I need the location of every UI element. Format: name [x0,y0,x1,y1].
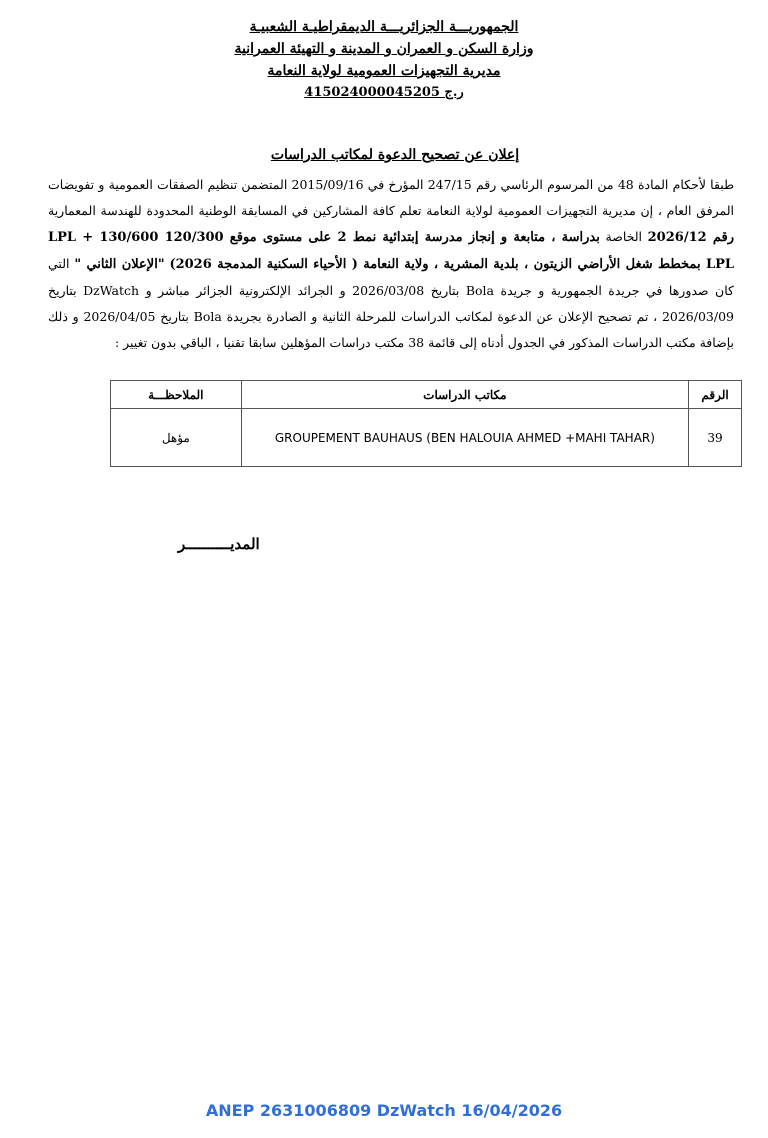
republic-line: الجمهوريـــة الجزائريـــة الديمقراطيـة الشعبيـة [249,19,519,35]
registration-label: ر.ج [444,85,464,100]
row-number: 39 [689,409,742,467]
body-part-3: التي كان صدورها في جريدة الجمهورية و جريدة Bola بتاريخ 2026/03/08 و الجرائد الإلكترونية الجزائر مباشر و DzWatch بتاريخ 2026/03/09 ، تم تصحيح الإعلان عن الدعوة لمكاتب الدراسات للمرحلة الثانية و الصادرة بجريدة Bola بتاريخ 2026/04/05 و ذلك بإضافة مكتب الدراسات المذكور في الجدول أدناه إلى قائمة 38 مكتب دراسات المؤهلين سابقا تقنيا ، الباقي بدون تغيير : [48,256,734,350]
header-number: الرقم [689,381,742,409]
ministry-line: وزارة السكن و العمران و المدينة و التهيئة العمرانية [234,41,534,57]
offices-table [110,380,742,467]
announcement-body [48,172,734,356]
publication-footer: ANEP 2631006809 DzWatch 16/04/2026 [205,1101,563,1120]
announcement-title: إعلان عن تصحيح الدعوة لمكاتب الدراسات [270,147,520,163]
body-bold-1: رقم 2026/12 [647,230,735,245]
row-office: GROUPEMENT BAUHAUS (BEN HALOUIA AHMED +MAHI TAHAR) [241,409,688,467]
directorate-line: مديرية التجهيزات العمومية لولاية النعامة [267,63,501,79]
header-note: الملاحظـــة [111,381,242,409]
registration-line [0,82,768,104]
director-signature: المديــــــــــر [178,535,260,553]
letterhead [0,16,768,104]
table-header-row [111,381,742,409]
body-bold-3: "الإعلان الثاني " [74,257,165,272]
body-part-2: الخاصة [605,229,642,244]
header-office: مكاتب الدراسات [241,381,688,409]
row-note: مؤهل [111,409,242,467]
body-bold-2: بدراسة ، متابعة و إنجاز مدرسة إبتدائية نمط 2 على مستوى موقع 120/300 LPL + 130/600 LPL بمخطط شغل الأراضي الزيتون ، بلدية المشرية ، ولاية النعامة ( الأحياء السكنية المدمجة 2026) [48,230,734,272]
body-part-1: طبقا لأحكام المادة 48 من المرسوم الرئاسي رقم 247/15 المؤرخ في 2015/09/16 المتضمن تنظيم الصفقات العمومية و تفويضات المرفق العام ، إن مديرية التجهيزات العمومية لولاية النعامة تعلم كافة المشاركين في المسابقة الوطنية المحدودة للهندسة المعمارية [48,177,735,218]
table-row [111,409,742,467]
registration-number: 415024000045205 [304,85,440,100]
